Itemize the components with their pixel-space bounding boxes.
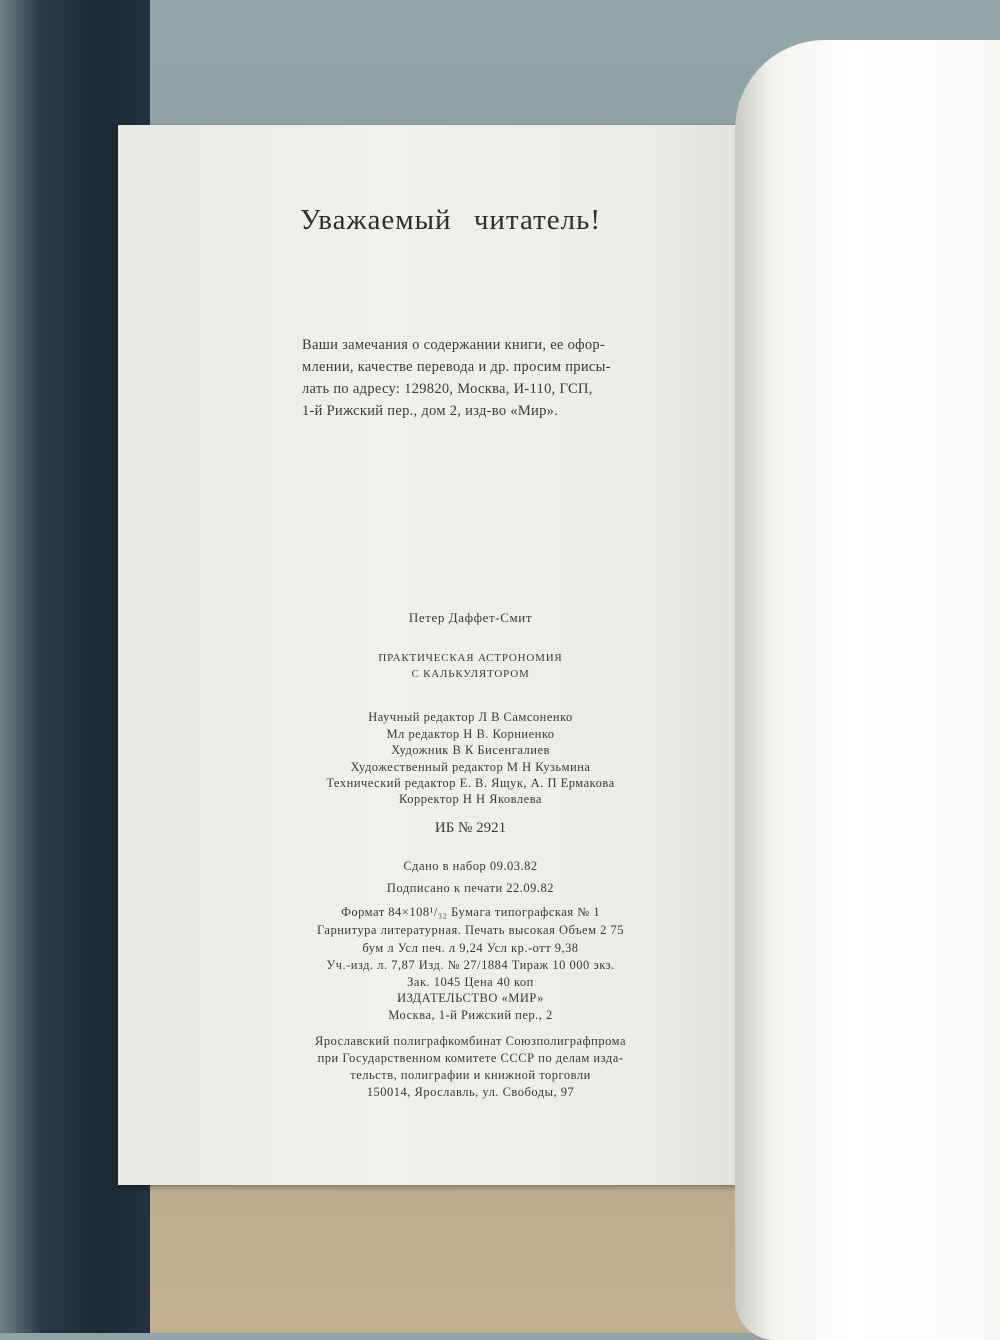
notice-line: 1-й Рижский пер., дом 2, изд-во «Мир». [302, 403, 559, 419]
printer-line: тельств, полиграфии и книжной торговли [350, 1068, 591, 1082]
imprint-line: бум л Усл печ. л 9,24 Усл кр.-отт 9,38 [362, 941, 579, 955]
publisher-address: Москва, 1-й Рижский пер., 2 [388, 1008, 553, 1022]
book-title-line: ПРАКТИЧЕСКАЯ АСТРОНОМИЯ [378, 652, 563, 664]
date-line: Подписано к печати 22.09.82 [386, 881, 555, 895]
book-title-line: С КАЛЬКУЛЯТОРОМ [411, 668, 530, 680]
imprint-line: Зак. 1045 Цена 40 коп [407, 975, 534, 989]
ib-number: ИБ № 2921 [434, 820, 507, 836]
printer-line: при Государственном комитете СССР по делам изда- [317, 1051, 624, 1065]
author: Петер Даффет-Смит [408, 610, 533, 625]
credit-line: Корректор Н Н Яковлева [399, 792, 542, 806]
printer-line: 150014, Ярославль, ул. Свободы, 97 [366, 1085, 575, 1099]
page-heading: Уважаемый читатель! [300, 204, 601, 236]
printer-line: Ярославский полиграфкомбинат Союзполиграфпрома [315, 1034, 626, 1048]
imprint-line: Гарнитура литературная. Печать высокая Объем 2 75 [317, 923, 624, 937]
notice-line: млении, качестве перевода и др. просим присы- [302, 359, 611, 375]
credit-line: Художник В К Бисенгалиев [391, 743, 550, 757]
publisher-name: ИЗДАТЕЛЬСТВО «МИР» [397, 991, 544, 1005]
credit-line: Научный редактор Л В Самсоненко [368, 710, 573, 724]
imprint-line: Формат 84×108¹/₃₂ Бумага типографская № 1 [340, 905, 601, 919]
notice-line: лать по адресу: 129820, Москва, И-110, ГСП, [302, 381, 593, 397]
date-line: Сдано в набор 09.03.82 [403, 859, 538, 873]
credit-line: Технический редактор Е. В. Ящук, А. П Ермакова [326, 776, 615, 790]
imprint-line: Уч.-изд. л. 7,87 Изд. № 27/1884 Тираж 10 000 экз. [326, 958, 615, 972]
notice-line: Ваши замечания о содержании книги, ее офор- [302, 337, 606, 353]
book-page-curl [735, 40, 1000, 1340]
credit-line: Мл редактор Н В. Корниенко [386, 727, 555, 741]
credit-line: Художественный редактор М Н Кузьмина [350, 760, 591, 774]
